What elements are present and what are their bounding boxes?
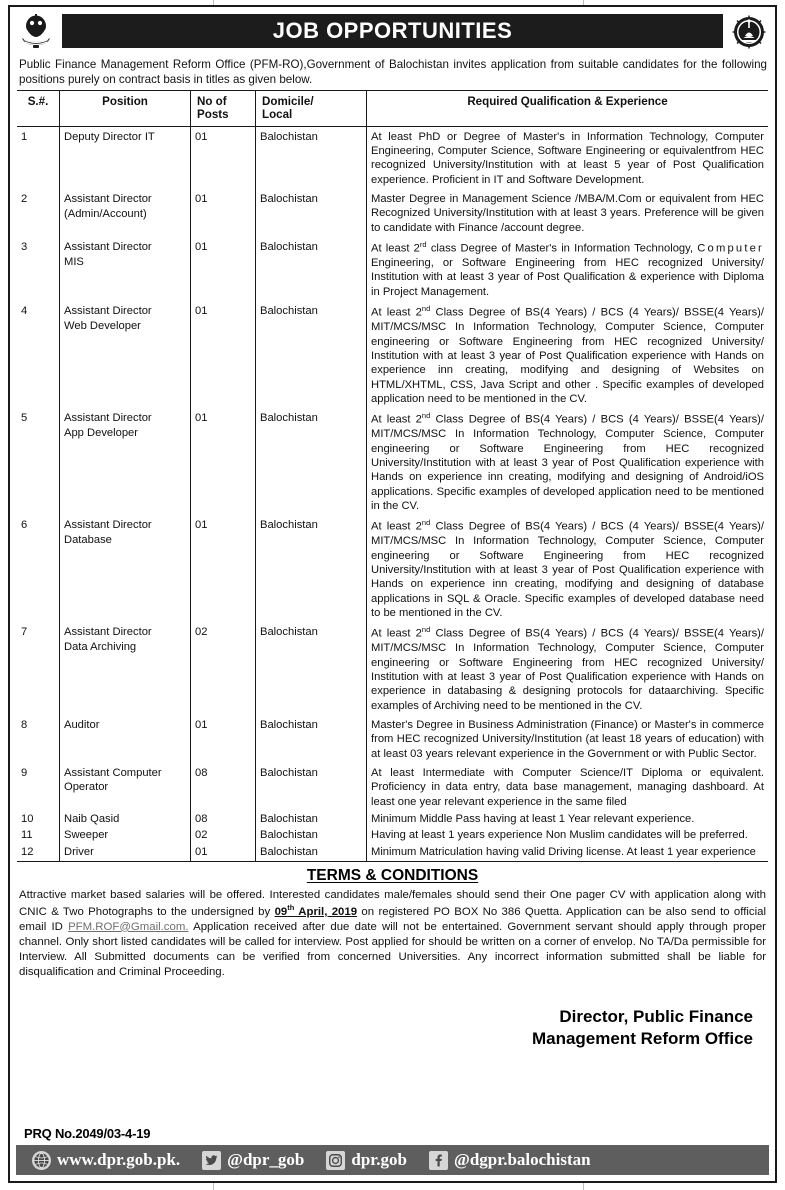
signature-line1: Director, Public Finance [559, 1007, 753, 1027]
cell-posts: 02 [191, 622, 256, 715]
scan-tick [583, 1183, 584, 1190]
cell-sno: 2 [17, 189, 60, 237]
cell-position: Assistant Director MIS [60, 237, 191, 301]
table-row [17, 622, 768, 715]
cell-domicile: Balochistan [256, 189, 367, 237]
finance-department-emblem-icon [729, 11, 769, 51]
cell-sno: 3 [17, 237, 60, 301]
cell-requirements: At least 2nd Class Degree of BS(4 Years) / BCS (4 Years)/ BSSE(4 Years)/ MIT/MCS/MSC In Information Technology, Computer Science, Computer engineering or Software Engineering from HEC recognized University/ Institution with at least 3 year of Post Qualification experience with Hands on experience inn creating, modifying and designing of Websites on HTML/XHTML, CSS, Java Script and other . Specific examples of developed application need to be mentioned in the CV. [367, 301, 769, 408]
cell-position: Naib Qasid [60, 811, 191, 828]
intro-paragraph: Public Finance Management Reform Office (PFM-RO),Government of Balochistan invites application from suitable candidates for the following positions purely on contract basis in titles as given below. [19, 58, 767, 87]
cell-domicile: Balochistan [256, 844, 367, 861]
table-row [17, 763, 768, 811]
terms-paragraph [10, 888, 775, 981]
cell-domicile: Balochistan [256, 622, 367, 715]
header [10, 7, 775, 53]
cell-posts: 01 [191, 515, 256, 622]
table-row [17, 844, 768, 861]
deadline-date [274, 902, 358, 918]
cell-requirements: Master Degree in Management Science /MBA/M.Com or equivalent from HEC Recognized University/Institution with at least 3 years. Preference will be given to candidate with Finance /account degree. [367, 189, 769, 237]
cell-posts: 01 [191, 237, 256, 301]
cell-position: Auditor [60, 715, 191, 763]
table-row [17, 515, 768, 622]
social-link[interactable] [429, 1150, 591, 1170]
cell-domicile: Balochistan [256, 515, 367, 622]
cell-requirements: Minimum Middle Pass having at least 1 Year relevant experience. [367, 811, 769, 828]
deadline-day: 09 [274, 905, 288, 918]
social-link[interactable] [202, 1150, 304, 1170]
column-header-domicile-line1: Domicile/ [262, 95, 314, 109]
cell-domicile: Balochistan [256, 715, 367, 763]
table-row [17, 189, 768, 237]
jobs-table [17, 91, 768, 860]
social-link-label: www.dpr.gob.pk. [57, 1150, 181, 1169]
table-row [17, 811, 768, 828]
globe-icon [32, 1151, 51, 1170]
cell-sno: 8 [17, 715, 60, 763]
table-row [17, 237, 768, 301]
social-link-label: dpr.gob [351, 1150, 407, 1169]
cell-sno: 1 [17, 126, 60, 189]
cell-position: Sweeper [60, 827, 191, 844]
cell-domicile: Balochistan [256, 763, 367, 811]
table-body [17, 126, 768, 860]
prq-number: PRQ No.2049/03-4-19 [24, 1126, 151, 1141]
cell-requirements: At least Intermediate with Computer Science/IT Diploma or equivalent. Proficiency in data entry, data base management, managing dashboard. At least one year relevant experience in the same filed [367, 763, 769, 811]
cell-position: Assistant Director Data Archiving [60, 622, 191, 715]
cell-posts: 01 [191, 844, 256, 861]
social-link[interactable] [326, 1150, 407, 1170]
jobs-table-wrapper [17, 90, 768, 861]
column-header-domicile-line2: Local [262, 108, 293, 122]
cell-sno: 7 [17, 622, 60, 715]
terms-part2: on registered PO BOX No 386 Quetta. Application can be also send to official email ID [19, 905, 767, 933]
cell-posts: 01 [191, 126, 256, 189]
table-row [17, 126, 768, 189]
cell-position: Assistant Director Database [60, 515, 191, 622]
cell-requirements: At least 2nd Class Degree of BS(4 Years) / BCS (4 Years)/ BSSE(4 Years)/ MIT/MCS/MSC In Information Technology, Computer Science, Computer engineering or Software Engineering from HEC recognized University/Institution with at least 3 year of Post Qualification experience with Hands on experience inn creating, modifying and designing of Android/iOS applications. Specific examples of developed application need to be mentioned in the CV. [367, 408, 769, 515]
cell-position: Assistant Director Web Developer [60, 301, 191, 408]
social-link[interactable] [32, 1150, 180, 1170]
cell-sno: 9 [17, 763, 60, 811]
social-footer-bar [16, 1145, 769, 1175]
table-row [17, 715, 768, 763]
cell-requirements: At least 2nd Class Degree of BS(4 Years) / BCS (4 Years)/ BSSE(4 Years)/ MIT/MCS/MSC In Information Technology, Computer Science, Computer engineering or Software Engineering from HEC recognized University/ Institution with at least 3 year of Post Qualification experience with Hands on experience in databasing & designing protocols for dataarchiving. Specific examples of Archiving need to be mentioned in the CV. [367, 622, 769, 715]
cell-position: Deputy Director IT [60, 126, 191, 189]
cell-posts: 08 [191, 763, 256, 811]
page-title: JOB OPPORTUNITIES [62, 14, 723, 48]
table-row [17, 408, 768, 515]
cell-requirements: At least 2nd Class Degree of BS(4 Years) / BCS (4 Years)/ BSSE(4 Years)/ MIT/MCS/MSC In Information Technology, Computer Science, Computer engineering or Software Engineering from HEC recognized University/Institution with at least 3 year of Post Qualification experience with Hands on experience inn creating, modifying and designing of database applications in SQL & Oracle. Specific examples of developed database need to be mentioned in the CV. [367, 515, 769, 622]
cell-requirements: Minimum Matriculation having valid Driving license. At least 1 year experience [367, 844, 769, 861]
cell-posts: 01 [191, 301, 256, 408]
cell-requirements: Master's Degree in Business Administration (Finance) or Master's in commerce from HEC recognized University/Institution (at least 18 years of education) with at least 03 years relevant experience in the Government or with Public Sector. [367, 715, 769, 763]
cell-posts: 01 [191, 189, 256, 237]
cell-posts: 02 [191, 827, 256, 844]
twitter-icon [202, 1151, 221, 1170]
cell-domicile: Balochistan [256, 827, 367, 844]
table-row [17, 827, 768, 844]
instagram-icon [326, 1151, 345, 1170]
table-row [17, 301, 768, 408]
cell-posts: 01 [191, 408, 256, 515]
cell-domicile: Balochistan [256, 408, 367, 515]
terms-heading: TERMS & CONDITIONS [306, 866, 479, 884]
terms-part1: Attractive market based salaries will be offered. Interested candidates male/females should send their One pager CV with application along with CNIC & Two Photographs to the undersigned by [19, 888, 766, 918]
cell-posts: 08 [191, 811, 256, 828]
cell-domicile: Balochistan [256, 126, 367, 189]
cell-position: Assistant Director (Admin/Account) [60, 189, 191, 237]
cell-requirements: Having at least 1 years experience Non Muslim candidates will be preferred. [367, 827, 769, 844]
column-header-position: Position [60, 91, 191, 126]
cell-requirements: At least 2rd class Degree of Master's in Information Technology, Computer Engineering, or Software Engineering from HEC recognized University/ Institution with at least 3 year of Post Qualification & experience with Diploma in Project Management. [367, 237, 769, 301]
cell-position: Assistant Director App Developer [60, 408, 191, 515]
column-header-requirements: Required Qualification & Experience [367, 91, 769, 126]
cell-sno: 12 [17, 844, 60, 861]
column-header-posts-line2: Posts [197, 108, 229, 122]
cell-requirements: At least PhD or Degree of Master's in Information Technology, Computer Engineering, Computer Science, Software Engineering or equivalentfrom HEC recognized University/Institution with at least 5 year of Post Qualification experience. Proficient in IT and Software Development. [367, 126, 769, 189]
column-header-posts [191, 91, 256, 126]
social-link-label: @dpr_gob [227, 1150, 305, 1169]
cell-position: Assistant Computer Operator [60, 763, 191, 811]
social-link-label: @dgpr.balochistan [454, 1150, 591, 1169]
column-header-domicile [256, 91, 367, 126]
table-header-row [17, 91, 768, 126]
deadline-rest: April, 2019 [294, 905, 358, 918]
scan-tick [213, 1183, 214, 1190]
signature-block [10, 980, 775, 1049]
cell-domicile: Balochistan [256, 811, 367, 828]
cell-position: Driver [60, 844, 191, 861]
email-link[interactable]: PFM.ROF@Gmail.com. [68, 920, 189, 933]
cell-domicile: Balochistan [256, 237, 367, 301]
cell-sno: 11 [17, 827, 60, 844]
column-header-posts-line1: No of [197, 95, 227, 109]
deadline-suffix: th [287, 902, 295, 912]
balochistan-government-crest-icon [16, 11, 56, 51]
cell-sno: 6 [17, 515, 60, 622]
facebook-icon [429, 1151, 448, 1170]
cell-posts: 01 [191, 715, 256, 763]
terms-part3: Application received after due date will not be entertained. Government servant should apply through proper channel. Only short listed candidates will be called for interview. Post applied for should be written on a corner of envelop. No TA/Da permissible for Interview. All Submitted documents can be verified from concerned Universities. Any incorrect information submitted shall be liable for disqualification and Criminal Proceeding. [19, 920, 766, 979]
signature-line2: Management Reform Office [531, 1028, 753, 1048]
table-header [17, 91, 768, 126]
column-header-sno: S.#. [17, 91, 60, 126]
cell-sno: 4 [17, 301, 60, 408]
ad-frame [8, 5, 777, 1183]
cell-sno: 10 [17, 811, 60, 828]
cell-domicile: Balochistan [256, 301, 367, 408]
cell-sno: 5 [17, 408, 60, 515]
